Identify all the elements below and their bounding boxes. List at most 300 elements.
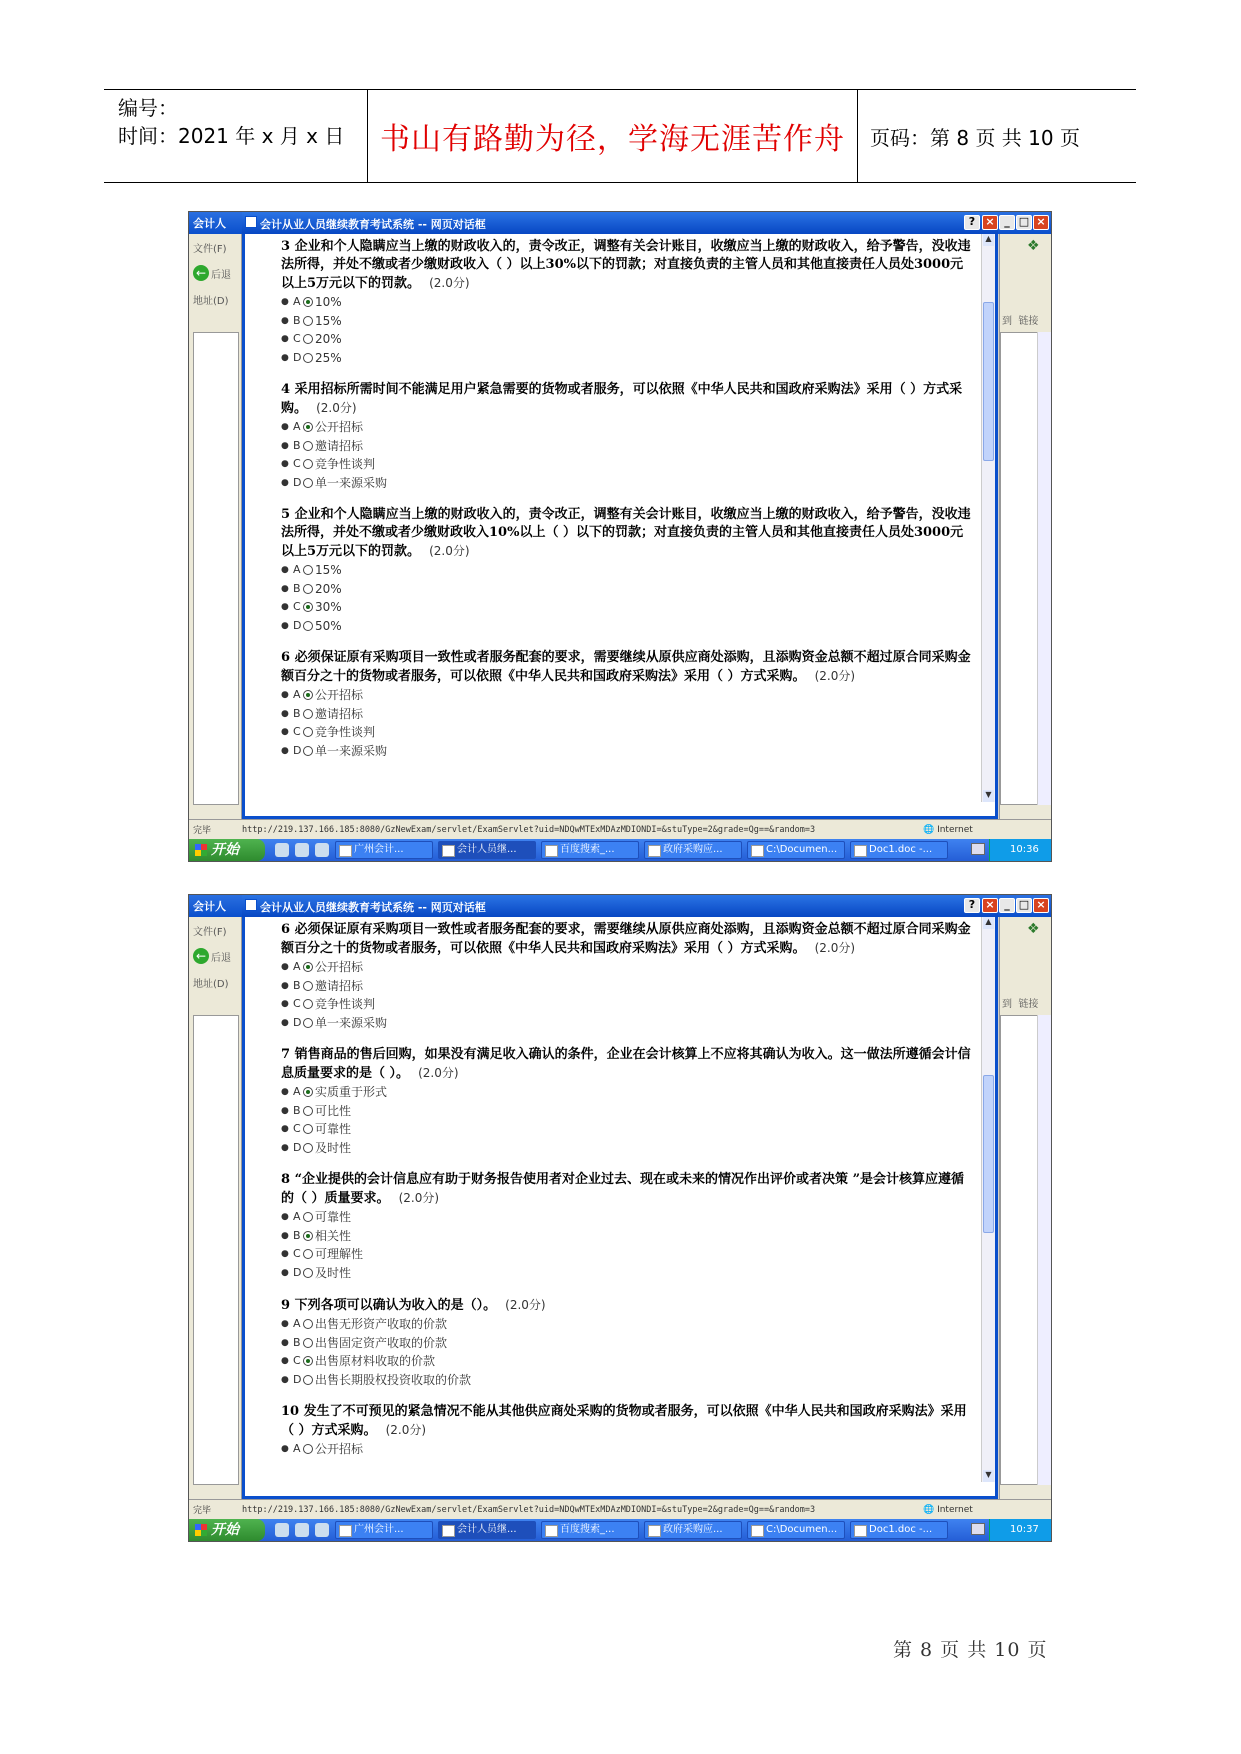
option-letter: B xyxy=(293,1228,301,1242)
option-text: 可比性 xyxy=(315,1103,352,1118)
links-label[interactable]: 链接 xyxy=(1018,999,1039,1010)
radio-button[interactable] xyxy=(303,1106,313,1116)
option-text: 竞争性谈判 xyxy=(315,457,376,471)
question-stem: 4 采用招标所需时间不能满足用户紧急需要的货物或者服务，可以依照《中华人民共和国政府采购法》采用（ ）方式采购。 xyxy=(281,382,963,416)
system-tray-clock: 10:37 xyxy=(989,1519,1052,1541)
answer-option[interactable] xyxy=(281,1315,971,1334)
option-letter: C xyxy=(293,725,301,738)
bullet-icon: ● xyxy=(281,1105,289,1116)
answer-option[interactable] xyxy=(281,1227,971,1246)
radio-button[interactable] xyxy=(303,981,313,991)
option-text: 邀请招标 xyxy=(315,978,364,993)
bullet-icon: ● xyxy=(281,1087,289,1097)
dialog-scrollbar[interactable] xyxy=(981,234,995,802)
radio-button[interactable] xyxy=(303,297,313,307)
option-letter: A xyxy=(293,563,301,576)
question-item xyxy=(281,1046,971,1157)
option-text: 50% xyxy=(315,618,342,633)
answer-option[interactable] xyxy=(281,1014,971,1033)
question-score: (2.0分) xyxy=(398,1191,440,1205)
close-icon[interactable]: × xyxy=(1033,898,1049,913)
radio-button[interactable] xyxy=(303,746,313,756)
bullet-icon: ● xyxy=(281,708,289,719)
taskbar-item[interactable]: C:\Documen... xyxy=(747,1521,845,1539)
answer-option[interactable] xyxy=(281,958,971,977)
taskbar xyxy=(189,1519,1052,1541)
radio-button[interactable] xyxy=(303,621,313,631)
help-icon[interactable]: ? xyxy=(964,898,980,913)
bullet-icon: ● xyxy=(281,1230,289,1241)
bullet-icon: ● xyxy=(281,477,289,488)
radio-button[interactable] xyxy=(303,1231,313,1241)
dialog-titlebar xyxy=(242,212,998,234)
status-bar xyxy=(189,819,1052,839)
option-text: 25% xyxy=(315,350,342,365)
taskbar-item[interactable]: 政府采购应... xyxy=(644,841,742,859)
answer-option[interactable] xyxy=(281,617,971,636)
answer-option[interactable] xyxy=(281,1352,971,1371)
document-number: 编号： xyxy=(118,96,178,120)
question-text xyxy=(281,1403,971,1440)
answer-option[interactable] xyxy=(281,1120,971,1139)
radio-button[interactable] xyxy=(303,1124,313,1134)
radio-button[interactable] xyxy=(303,353,313,363)
answer-option[interactable] xyxy=(281,977,971,996)
option-letter: D xyxy=(293,1140,302,1154)
question-item xyxy=(281,921,971,1032)
taskbar-item[interactable]: 广州会计... xyxy=(335,1521,433,1539)
option-letter: C xyxy=(293,600,301,613)
taskbar-item[interactable]: 百度搜索_... xyxy=(541,841,639,859)
option-text: 竞争性谈判 xyxy=(315,997,376,1011)
radio-button[interactable] xyxy=(303,999,313,1009)
answer-option[interactable] xyxy=(281,561,971,580)
radio-button[interactable] xyxy=(303,1375,313,1385)
answer-option[interactable] xyxy=(281,418,971,437)
exam-dialog xyxy=(242,212,998,819)
status-url: http://219.137.166.185:8080/GzNewExam/servlet/ExamServlet?uid=NDQwMTExMDAzMDIONDI=&stuType=2&grade=Qg==&random=3 xyxy=(242,824,816,835)
option-letter: A xyxy=(293,1210,301,1223)
keyboard-icon[interactable] xyxy=(971,843,985,855)
bullet-icon: ● xyxy=(281,1356,289,1366)
start-button[interactable]: 开始 xyxy=(189,839,265,861)
bullet-icon: ● xyxy=(281,352,289,363)
question-score: (2.0分) xyxy=(429,544,470,558)
question-stem: 3 企业和个人隐瞒应当上缴的财政收入的，责令改正，调整有关会计账目，收缴应当上缴的财政收入，给予警告，没收违法所得，并处不缴或者少缴财政收入（ ）以上30%以下的罚款；对直接负责的主管人员和其他直接责任人员处3000元以上5万元以下的罚款。 xyxy=(281,239,971,291)
option-letter: B xyxy=(293,706,301,720)
option-text: 出售无形资产收取的价款 xyxy=(315,1317,448,1331)
answer-option[interactable] xyxy=(281,437,971,456)
bullet-icon: ● xyxy=(281,1142,289,1153)
option-letter: A xyxy=(293,1317,301,1330)
option-letter: D xyxy=(293,1265,302,1279)
bullet-icon: ● xyxy=(281,962,289,972)
option-letter: C xyxy=(293,1247,301,1260)
answer-option[interactable] xyxy=(281,705,971,724)
question-stem: 6 必须保证原有采购项目一致性或者服务配套的要求，需要继续从原供应商处添购，且添购资金总额不超过原合同采购金额百分之十的货物或者服务，可以依照《中华人民共和国政府采购法》采用（ ）方式采购。 xyxy=(281,922,971,956)
ie-icon[interactable] xyxy=(275,1523,289,1537)
option-text: 竞争性谈判 xyxy=(315,725,376,739)
radio-button[interactable] xyxy=(303,1087,313,1097)
go-button[interactable]: 到 xyxy=(1002,316,1012,327)
question-score: (2.0分) xyxy=(814,941,856,955)
option-text: 公开招标 xyxy=(315,688,364,702)
question-score: (2.0分) xyxy=(814,669,856,683)
address-label: 地址(D) xyxy=(193,978,229,990)
go-and-links xyxy=(1002,312,1038,327)
answer-option[interactable] xyxy=(281,455,971,474)
browser-content-left xyxy=(193,1015,239,1485)
radio-button[interactable] xyxy=(303,441,313,451)
radio-button[interactable] xyxy=(303,1249,313,1259)
option-text: 公开招标 xyxy=(315,960,364,974)
bullet-icon: ● xyxy=(281,1249,289,1259)
system-tray-clock: 10:36 xyxy=(989,839,1052,861)
dialog-title: 会计从业人员继续教育考试系统 -- 网页对话框 xyxy=(260,901,486,914)
option-letter: B xyxy=(293,313,301,327)
taskbar-item[interactable]: Doc1.doc -... xyxy=(850,1521,948,1539)
option-letter: B xyxy=(293,438,301,452)
answer-option[interactable] xyxy=(281,1264,971,1283)
scroll-thumb[interactable] xyxy=(983,1075,994,1233)
question-list xyxy=(245,917,981,1482)
radio-button[interactable] xyxy=(303,1356,313,1366)
document-time: 时间：2021 年 x 月 x 日 xyxy=(118,124,345,148)
quick-launch xyxy=(265,1523,335,1537)
browser-scrollbar[interactable] xyxy=(1037,332,1051,805)
background-window-title: 会计人 xyxy=(193,217,226,230)
option-letter: B xyxy=(293,978,301,992)
question-stem: 6 必须保证原有采购项目一致性或者服务配套的要求，需要继续从原供应商处添购，且添购资金总额不超过原合同采购金额百分之十的货物或者服务，可以依照《中华人民共和国政府采购法》采用（ ）方式采购。 xyxy=(281,650,971,684)
answer-option[interactable] xyxy=(281,293,971,312)
answer-option[interactable] xyxy=(281,1371,971,1390)
dialog-page-icon xyxy=(245,899,257,911)
bullet-icon: ● xyxy=(281,1267,289,1278)
scroll-up-icon[interactable]: ▲ xyxy=(983,917,994,929)
option-letter: B xyxy=(293,581,301,595)
radio-button[interactable] xyxy=(303,962,313,972)
status-bar xyxy=(189,1499,1052,1519)
back-label: 后退 xyxy=(211,952,231,964)
back-label: 后退 xyxy=(211,269,231,281)
header-page-number: 页码：第 8 页 共 10 页 xyxy=(870,125,1080,150)
bullet-icon: ● xyxy=(281,620,289,631)
bullet-icon: ● xyxy=(281,440,289,451)
question-text xyxy=(281,1046,971,1083)
dialog-buttons xyxy=(964,898,998,913)
minimize-icon[interactable]: _ xyxy=(999,898,1015,913)
back-button[interactable] xyxy=(189,260,241,286)
bullet-icon: ● xyxy=(281,1374,289,1385)
bullet-icon: ● xyxy=(281,297,289,307)
help-icon[interactable]: ? xyxy=(964,215,980,230)
option-text: 单一来源采购 xyxy=(315,743,388,758)
background-window-title: 会计人 xyxy=(193,900,226,913)
screenshot-1 xyxy=(188,211,1052,862)
taskbar-item[interactable]: C:\Documen... xyxy=(747,841,845,859)
bullet-icon: ● xyxy=(281,1212,289,1222)
radio-button[interactable] xyxy=(303,334,313,344)
answer-option[interactable] xyxy=(281,995,971,1014)
back-arrow-icon: ← xyxy=(193,948,209,964)
answer-option[interactable] xyxy=(281,349,971,368)
option-text: 实质重于形式 xyxy=(315,1085,388,1099)
radio-button[interactable] xyxy=(303,584,313,594)
maximize-icon[interactable]: □ xyxy=(1016,215,1032,230)
maximize-icon[interactable]: □ xyxy=(1016,898,1032,913)
question-text xyxy=(281,921,971,958)
question-score: (2.0分) xyxy=(429,276,470,290)
radio-button[interactable] xyxy=(303,1143,313,1153)
question-item xyxy=(281,381,971,492)
answer-option[interactable] xyxy=(281,742,971,761)
radio-button[interactable] xyxy=(303,690,313,700)
browser-right-pane xyxy=(999,234,1051,819)
question-stem: 8 “企业提供的会计信息应有助于财务报告使用者对企业过去、现在或未来的情况作出评价或者决策 ”是会计核算应遵循的（ ）质量要求。 xyxy=(281,1172,965,1206)
question-score: (2.0分) xyxy=(385,1423,427,1437)
radio-button[interactable] xyxy=(303,727,313,737)
option-text: 30% xyxy=(315,600,342,614)
option-text: 可靠性 xyxy=(315,1122,352,1136)
dialog-buttons xyxy=(964,215,998,230)
dialog-close-icon[interactable]: × xyxy=(982,898,998,913)
option-text: 单一来源采购 xyxy=(315,1015,388,1030)
answer-option[interactable] xyxy=(281,1102,971,1121)
question-text xyxy=(281,238,971,293)
ie-icon[interactable] xyxy=(275,843,289,857)
answer-option[interactable] xyxy=(281,474,971,493)
question-score: (2.0分) xyxy=(316,401,357,415)
header-left-cell xyxy=(104,90,368,182)
radio-button[interactable] xyxy=(303,1338,313,1348)
menu-file[interactable]: 文件(F) xyxy=(193,926,227,938)
taskbar-item[interactable]: 百度搜索_... xyxy=(541,1521,639,1539)
question-score: (2.0分) xyxy=(505,1298,546,1312)
answer-option[interactable] xyxy=(281,723,971,742)
question-stem: 10 发生了不可预见的紧急情况不能从其他供应商处采购的货物或者服务，可以依照《中华人民共和国政府采购法》采用（ ）方式采购。 xyxy=(281,1404,967,1438)
option-letter: B xyxy=(293,1103,301,1117)
taskbar-items xyxy=(335,1521,953,1539)
bullet-icon: ● xyxy=(281,980,289,991)
radio-button[interactable] xyxy=(303,1444,313,1454)
option-letter: A xyxy=(293,295,301,308)
option-letter: A xyxy=(293,1442,301,1455)
question-item xyxy=(281,238,971,367)
dialog-scrollbar[interactable] xyxy=(981,917,995,1482)
start-button[interactable]: 开始 xyxy=(189,1519,265,1541)
radio-button[interactable] xyxy=(303,422,313,432)
option-letter: D xyxy=(293,475,302,489)
desktop-icon[interactable] xyxy=(295,1523,309,1537)
browser-scrollbar[interactable] xyxy=(1037,1015,1051,1485)
desktop-icon[interactable] xyxy=(295,843,309,857)
answer-option[interactable] xyxy=(281,312,971,331)
windows-logo-icon: ❖ xyxy=(1027,238,1040,254)
taskbar-item[interactable]: 政府采购应... xyxy=(644,1521,742,1539)
option-text: 15% xyxy=(315,313,342,328)
answer-option[interactable] xyxy=(281,1440,971,1459)
question-item xyxy=(281,1171,971,1282)
answer-option[interactable] xyxy=(281,1208,971,1227)
option-letter: C xyxy=(293,1354,301,1367)
close-icon[interactable]: × xyxy=(1033,215,1049,230)
radio-button[interactable] xyxy=(303,459,313,469)
answer-option[interactable] xyxy=(281,1083,971,1102)
question-text xyxy=(281,1296,971,1315)
taskbar-items xyxy=(335,841,953,859)
scroll-down-icon[interactable]: ▼ xyxy=(983,1470,994,1482)
exam-dialog xyxy=(242,895,998,1499)
status-done: 完毕 xyxy=(193,826,212,836)
option-text: 出售原材料收取的价款 xyxy=(315,1354,436,1368)
radio-button[interactable] xyxy=(303,709,313,719)
windows-logo-icon: ❖ xyxy=(1027,921,1040,937)
bullet-icon: ● xyxy=(281,334,289,344)
taskbar-item[interactable]: 广州会计... xyxy=(335,841,433,859)
option-text: 公开招标 xyxy=(315,420,364,434)
option-text: 出售长期股权投资收取的价款 xyxy=(315,1372,472,1387)
option-letter: D xyxy=(293,350,302,364)
option-letter: C xyxy=(293,997,301,1010)
screenshot-2 xyxy=(188,894,1052,1542)
media-icon[interactable] xyxy=(315,843,329,857)
dialog-close-icon[interactable]: × xyxy=(982,215,998,230)
bullet-icon: ● xyxy=(281,1444,289,1454)
taskbar-item[interactable]: 会计人员继... xyxy=(438,1521,536,1539)
question-text xyxy=(281,1171,971,1208)
option-text: 公开招标 xyxy=(315,1442,364,1456)
question-stem: 9 下列各项可以确认为收入的是（）。 xyxy=(281,1298,497,1313)
bullet-icon: ● xyxy=(281,745,289,756)
menu-file[interactable]: 文件(F) xyxy=(193,243,227,255)
radio-button[interactable] xyxy=(303,316,313,326)
question-item xyxy=(281,1296,971,1389)
question-item xyxy=(281,506,971,635)
taskbar xyxy=(189,839,1052,861)
bullet-icon: ● xyxy=(281,459,289,469)
bullet-icon: ● xyxy=(281,422,289,432)
status-zone: 🌐 Internet xyxy=(923,824,973,835)
bullet-icon: ● xyxy=(281,1124,289,1134)
option-text: 可靠性 xyxy=(315,1210,352,1224)
taskbar-item[interactable]: Doc1.doc -... xyxy=(850,841,948,859)
radio-button[interactable] xyxy=(303,1268,313,1278)
option-letter: A xyxy=(293,960,301,973)
answer-option[interactable] xyxy=(281,598,971,617)
back-button[interactable] xyxy=(189,943,241,969)
go-button[interactable]: 到 xyxy=(1002,999,1012,1010)
bullet-icon: ● xyxy=(281,565,289,575)
option-letter: C xyxy=(293,332,301,345)
option-text: 及时性 xyxy=(315,1140,352,1155)
bullet-icon: ● xyxy=(281,1017,289,1028)
option-text: 相关性 xyxy=(315,1228,352,1243)
option-letter: C xyxy=(293,1122,301,1135)
option-text: 出售固定资产收取的价款 xyxy=(315,1335,448,1350)
radio-button[interactable] xyxy=(303,1319,313,1329)
minimize-icon[interactable]: _ xyxy=(999,215,1015,230)
bullet-icon: ● xyxy=(281,1337,289,1348)
radio-button[interactable] xyxy=(303,1212,313,1222)
question-text xyxy=(281,381,971,418)
scroll-down-icon[interactable]: ▼ xyxy=(983,790,994,802)
option-text: 可理解性 xyxy=(315,1247,364,1261)
option-letter: B xyxy=(293,1335,301,1349)
bullet-icon: ● xyxy=(281,583,289,594)
option-text: 邀请招标 xyxy=(315,706,364,721)
option-text: 20% xyxy=(315,581,342,596)
address-label: 地址(D) xyxy=(193,295,229,307)
internet-zone-label: Internet xyxy=(937,1504,973,1515)
bullet-icon: ● xyxy=(281,690,289,700)
status-done: 完毕 xyxy=(193,1506,212,1516)
dialog-page-icon xyxy=(245,216,257,228)
header-motto: 书山有路勤为径，学海无涯苦作舟 xyxy=(368,90,858,182)
go-and-links xyxy=(1002,995,1038,1010)
option-letter: D xyxy=(293,1015,302,1029)
background-window-buttons xyxy=(999,898,1049,913)
back-arrow-icon: ← xyxy=(193,265,209,281)
option-letter: A xyxy=(293,420,301,433)
radio-button[interactable] xyxy=(303,602,313,612)
browser-right-pane xyxy=(999,917,1051,1499)
background-window-buttons xyxy=(999,215,1049,230)
option-text: 单一来源采购 xyxy=(315,475,388,490)
quick-launch xyxy=(265,843,335,857)
media-icon[interactable] xyxy=(315,1523,329,1537)
answer-option[interactable] xyxy=(281,580,971,599)
bullet-icon: ● xyxy=(281,315,289,326)
option-letter: D xyxy=(293,618,302,632)
internet-zone-label: Internet xyxy=(937,824,973,835)
bullet-icon: ● xyxy=(281,602,289,612)
question-stem: 5 企业和个人隐瞒应当上缴的财政收入的，责令改正，调整有关会计账目，收缴应当上缴的财政收入，给予警告，没收违法所得，并处不缴或者少缴财政收入10%以上（ ）以下的罚款；对直接负责的主管人员和其他直接责任人员处3000元以上5万元以下的罚款。 xyxy=(281,507,971,559)
answer-option[interactable] xyxy=(281,1334,971,1353)
question-stem: 7 销售商品的售后回购，如果没有满足收入确认的条件，企业在会计核算上不应将其确认为收入。这一做法所遵循会计信息质量要求的是（ ）。 xyxy=(281,1047,971,1081)
keyboard-icon[interactable] xyxy=(971,1523,985,1535)
option-letter: D xyxy=(293,743,302,757)
question-text xyxy=(281,506,971,561)
radio-button[interactable] xyxy=(303,565,313,575)
option-letter: A xyxy=(293,688,301,701)
dialog-title: 会计从业人员继续教育考试系统 -- 网页对话框 xyxy=(260,218,486,231)
answer-option[interactable] xyxy=(281,330,971,349)
scroll-up-icon[interactable]: ▲ xyxy=(983,234,994,246)
option-letter: D xyxy=(293,1372,302,1386)
browser-content-left xyxy=(193,332,239,805)
question-item xyxy=(281,649,971,760)
links-label[interactable]: 链接 xyxy=(1018,316,1039,327)
scroll-thumb[interactable] xyxy=(983,302,994,461)
option-letter: A xyxy=(293,1085,301,1098)
question-text xyxy=(281,649,971,686)
option-text: 10% xyxy=(315,295,342,309)
taskbar-item[interactable]: 会计人员继... xyxy=(438,841,536,859)
radio-button[interactable] xyxy=(303,1018,313,1028)
answer-option[interactable] xyxy=(281,1245,971,1264)
status-zone: 🌐 Internet xyxy=(923,1504,973,1515)
bullet-icon: ● xyxy=(281,999,289,1009)
radio-button[interactable] xyxy=(303,478,313,488)
bullet-icon: ● xyxy=(281,727,289,737)
answer-option[interactable] xyxy=(281,686,971,705)
option-letter: C xyxy=(293,457,301,470)
answer-option[interactable] xyxy=(281,1139,971,1158)
question-score: (2.0分) xyxy=(418,1066,459,1080)
bullet-icon: ● xyxy=(281,1319,289,1329)
option-text: 20% xyxy=(315,332,342,346)
status-url: http://219.137.166.185:8080/GzNewExam/servlet/ExamServlet?uid=NDQwMTExMDAzMDIONDI=&stuType=2&grade=Qg==&random=3 xyxy=(242,1504,816,1515)
